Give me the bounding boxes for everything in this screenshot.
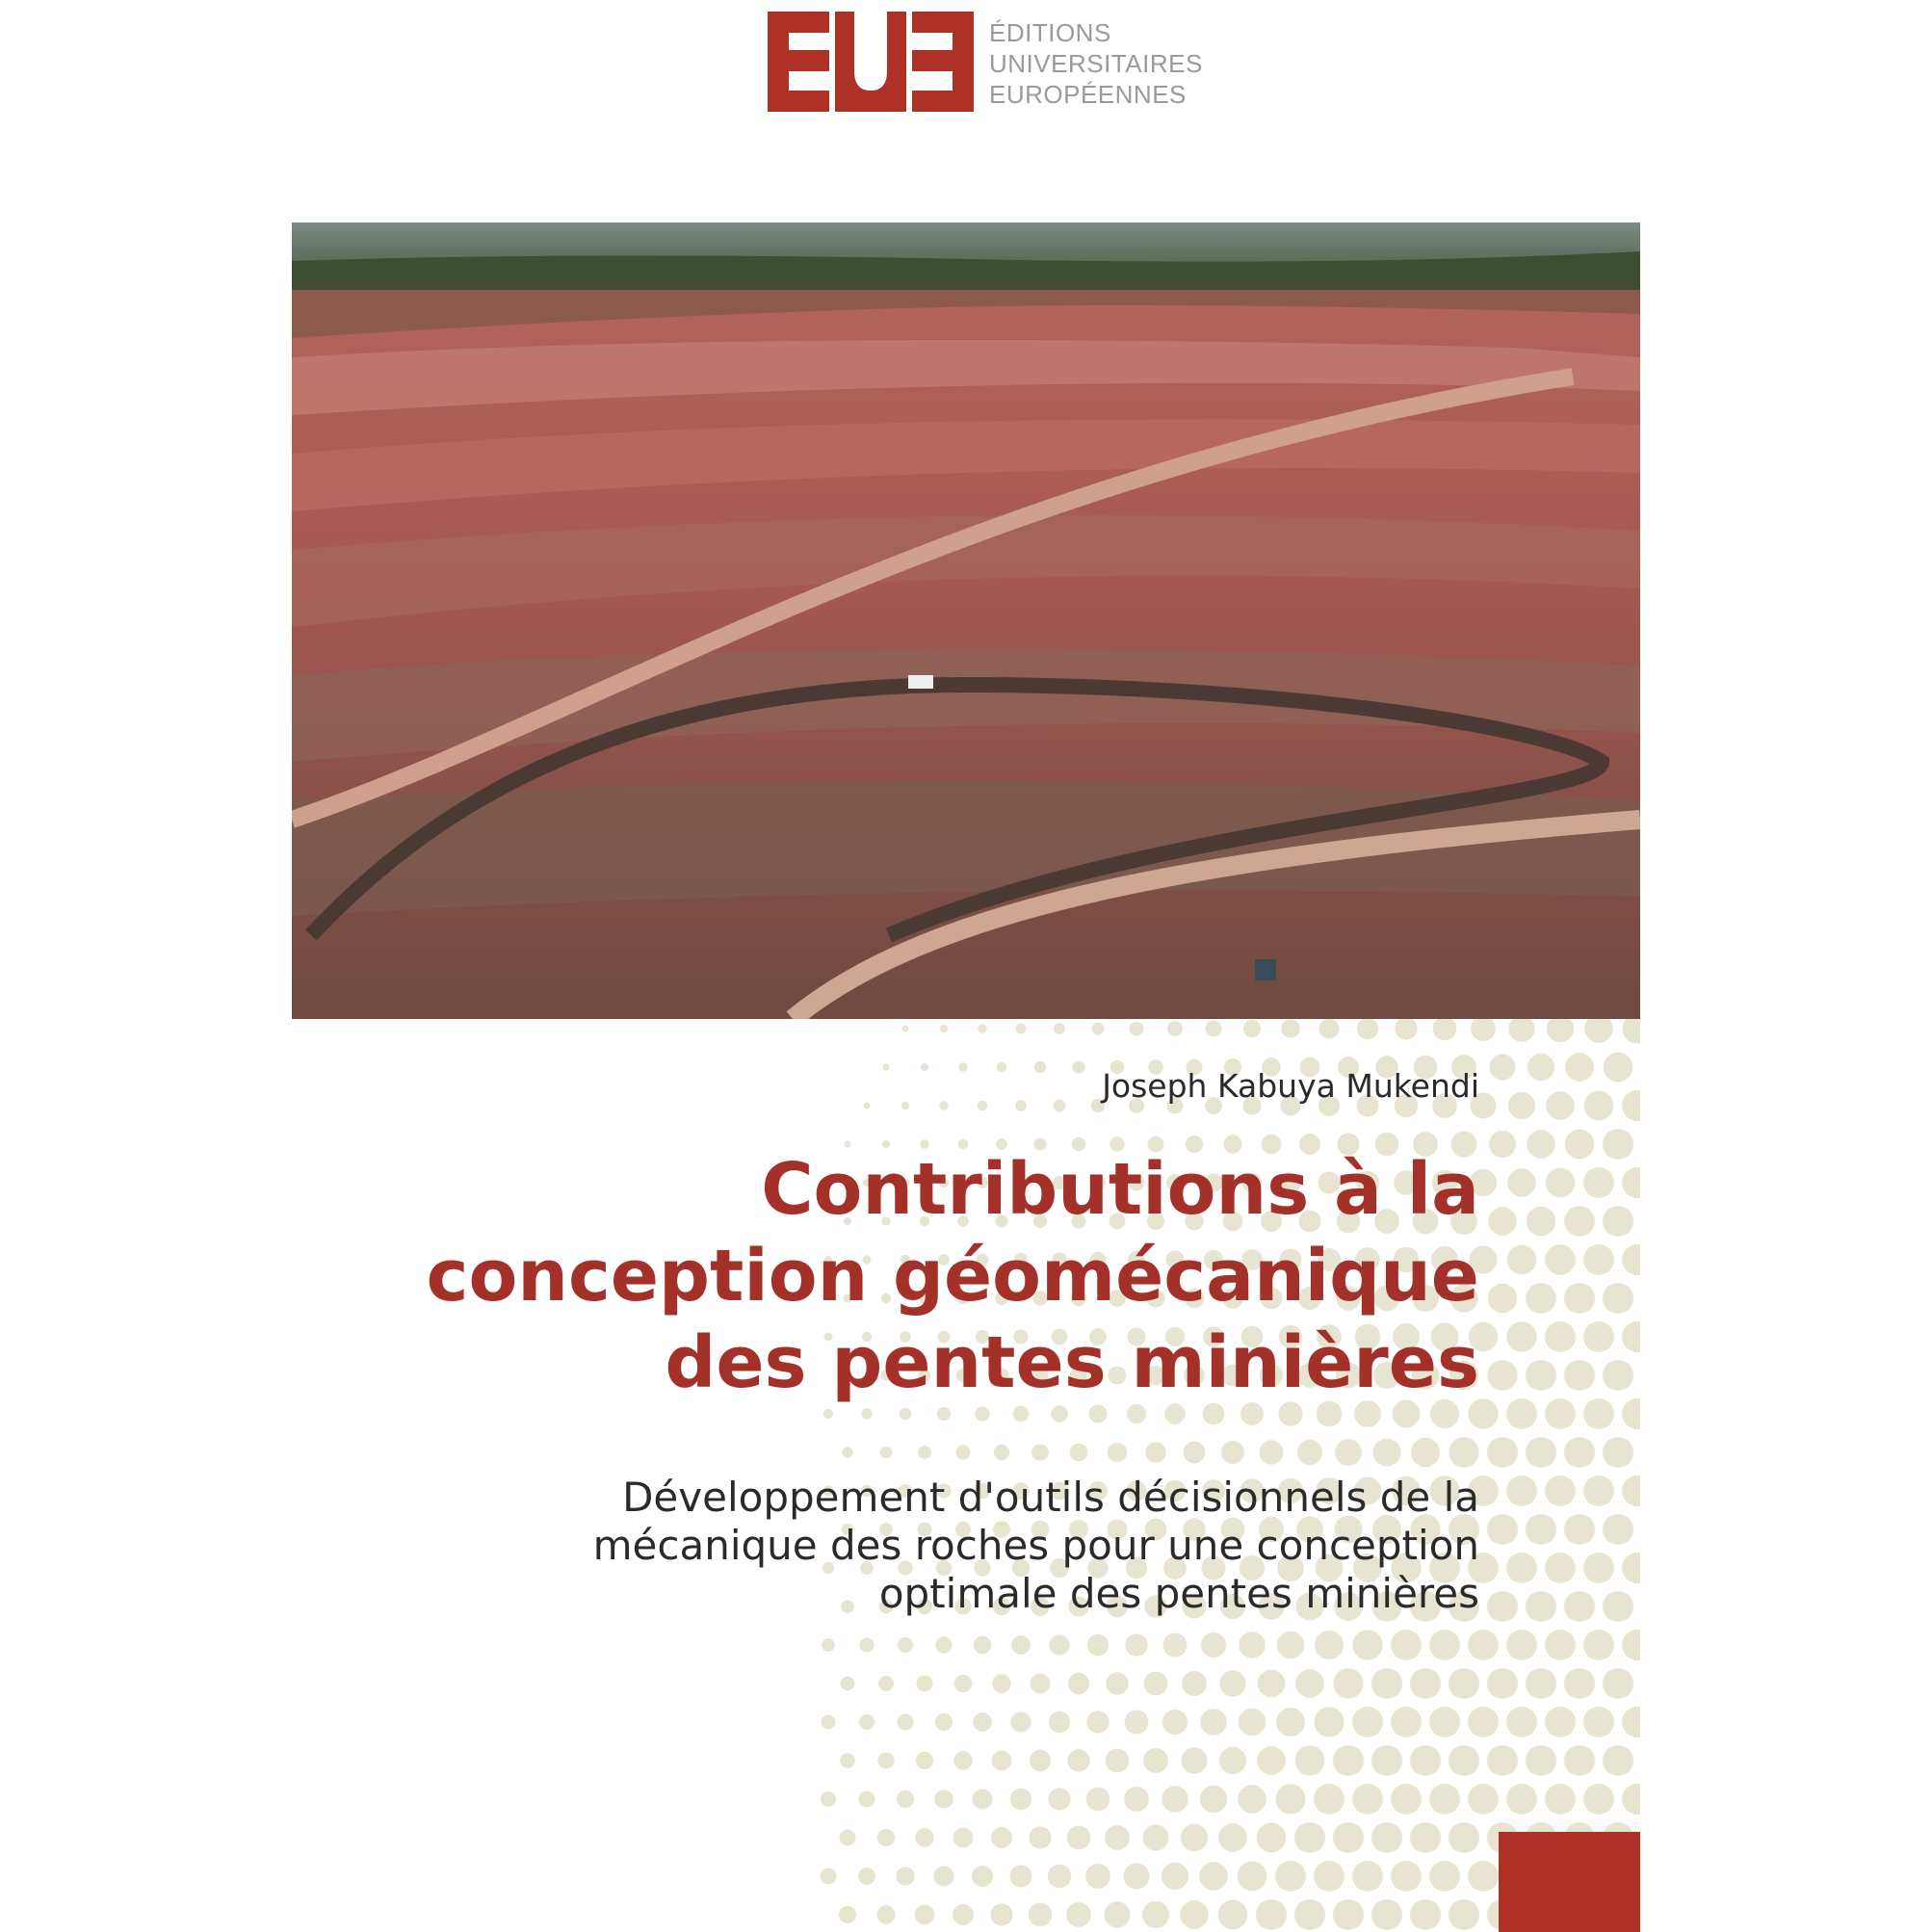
pattern-dot	[1546, 1168, 1576, 1198]
pattern-dot	[1314, 1784, 1345, 1815]
pattern-dot	[900, 1408, 912, 1421]
pattern-dot	[1124, 1787, 1149, 1812]
pattern-dot	[1184, 1442, 1206, 1464]
pattern-dot	[1124, 1864, 1150, 1890]
pattern-dot	[1565, 1130, 1595, 1160]
pattern-dot	[935, 1713, 953, 1731]
pattern-dot	[1106, 1749, 1130, 1773]
pattern-dot	[1545, 1321, 1576, 1352]
pattern-dot	[973, 1789, 993, 1810]
pattern-dot	[916, 1752, 933, 1769]
pattern-dot	[1106, 1672, 1129, 1695]
pattern-dot	[1295, 1669, 1324, 1698]
pattern-dot	[1352, 1784, 1383, 1815]
pattern-dot	[1371, 1745, 1402, 1776]
pattern-dot	[1526, 1437, 1556, 1468]
pattern-dot	[1281, 1019, 1300, 1038]
pattern-dot	[1564, 1360, 1595, 1391]
pattern-dot	[1507, 1168, 1535, 1196]
pattern-dot	[860, 1638, 875, 1653]
pattern-dot	[940, 1025, 948, 1032]
pattern-dot	[1564, 1745, 1595, 1776]
subtitle-line-2: mécanique des roches pour une conception	[592, 1522, 1479, 1569]
pattern-dot	[842, 1447, 852, 1457]
pattern-dot	[821, 1868, 837, 1885]
pattern-dot	[1583, 1553, 1614, 1583]
book-subtitle	[405, 1474, 1479, 1618]
pattern-dot	[1200, 1709, 1226, 1735]
pattern-dot	[1294, 1899, 1325, 1930]
pattern-dot	[935, 1636, 952, 1653]
pattern-dot	[1276, 1785, 1306, 1815]
eue-logo-mark	[768, 12, 974, 112]
pattern-dot	[1182, 1671, 1207, 1696]
pattern-dot	[1429, 1784, 1460, 1815]
pattern-dot	[1319, 1019, 1340, 1038]
pattern-dot	[1545, 1398, 1576, 1429]
pattern-dot	[1218, 1900, 1248, 1930]
pattern-dot	[897, 1713, 913, 1730]
pattern-dot	[1429, 1707, 1460, 1737]
pattern-dot	[1011, 1635, 1031, 1655]
pattern-dot	[1489, 1131, 1516, 1158]
pattern-dot	[823, 1409, 833, 1419]
pattern-dot	[1468, 1707, 1499, 1737]
pattern-dot	[939, 1101, 948, 1110]
pattern-dot	[1314, 1861, 1345, 1892]
pattern-dot	[953, 1828, 974, 1848]
pattern-dot	[1583, 1398, 1614, 1429]
pattern-dot	[1564, 1514, 1595, 1545]
publisher-line-1: ÉDITIONS	[989, 18, 1111, 47]
pattern-dot	[1086, 1710, 1109, 1733]
pattern-dot	[821, 1791, 836, 1807]
pattern-dot	[1125, 1710, 1149, 1735]
pattern-dot	[1277, 1632, 1305, 1659]
pattern-dot	[1108, 1443, 1127, 1462]
pattern-dot	[1527, 1207, 1556, 1237]
pattern-dot	[1391, 1630, 1422, 1660]
pattern-dot	[1391, 1707, 1422, 1737]
pattern-dot	[822, 1715, 836, 1730]
pattern-dot	[1603, 1283, 1633, 1314]
pattern-dot	[1564, 1437, 1595, 1468]
pattern-dot	[1622, 1167, 1640, 1198]
pattern-dot	[1622, 1630, 1640, 1660]
pattern-dot	[1468, 1630, 1499, 1660]
pattern-dot	[1487, 1745, 1518, 1776]
pattern-dot	[1352, 1707, 1383, 1737]
pattern-dot	[1130, 1022, 1144, 1036]
pattern-dot	[1565, 1053, 1594, 1082]
pattern-dot	[1067, 1749, 1089, 1771]
pattern-dot	[1490, 1055, 1516, 1081]
pattern-dot	[1162, 1786, 1188, 1812]
pattern-dot	[1506, 1321, 1537, 1352]
pattern-dot	[1221, 1441, 1244, 1464]
pattern-dot	[1200, 1786, 1227, 1813]
pattern-dot	[1029, 1826, 1051, 1848]
pattern-dot	[1013, 1406, 1029, 1422]
pattern-dot	[1089, 1405, 1108, 1423]
pattern-dot	[841, 1677, 855, 1691]
pattern-dot	[1449, 1437, 1478, 1467]
pattern-dot	[1583, 1707, 1614, 1737]
pattern-dot	[1604, 1053, 1633, 1083]
pattern-dot	[1086, 1788, 1110, 1812]
pattern-dot	[1622, 1321, 1640, 1352]
pattern-dot	[1239, 1632, 1265, 1658]
pattern-dot	[1526, 1514, 1556, 1545]
pattern-dot	[878, 1676, 894, 1691]
pattern-dot	[1294, 1822, 1325, 1853]
pattern-dot	[1164, 1403, 1185, 1423]
publisher-logo	[768, 12, 1203, 112]
pattern-dot	[918, 1446, 931, 1459]
pattern-dot	[1029, 1903, 1052, 1926]
pattern-dot	[1258, 1670, 1286, 1698]
pattern-dot	[1030, 1750, 1051, 1771]
pattern-dot	[1429, 1630, 1460, 1660]
pattern-dot	[1622, 1475, 1640, 1506]
pattern-dot	[1603, 1206, 1633, 1237]
pattern-dot	[1471, 1019, 1496, 1041]
pattern-dot	[1488, 1284, 1517, 1313]
pattern-dot	[1206, 1021, 1222, 1037]
pattern-dot	[1545, 1784, 1576, 1815]
pattern-dot	[1010, 1788, 1031, 1810]
pattern-dot	[1449, 1668, 1479, 1699]
pattern-dot	[1622, 1244, 1640, 1275]
pattern-dot	[1391, 1784, 1422, 1815]
pattern-dot	[1508, 1019, 1534, 1042]
pattern-dot	[1583, 1630, 1614, 1660]
pattern-dot	[1201, 1632, 1226, 1658]
pattern-dot	[934, 1867, 954, 1887]
pattern-dot	[901, 1102, 909, 1110]
pattern-dot	[1506, 1707, 1537, 1737]
pattern-dot	[1125, 1633, 1148, 1657]
pattern-dot	[915, 1828, 934, 1847]
pattern-dot	[1371, 1822, 1402, 1853]
pattern-dot	[1333, 1668, 1363, 1698]
author-name: Joseph Kabuya Mukendi	[1102, 1067, 1479, 1105]
pattern-dot	[1545, 1475, 1576, 1506]
open-pit-mine-photo	[292, 222, 1640, 1019]
pattern-dot	[1603, 1668, 1633, 1699]
pattern-dot	[1352, 1861, 1383, 1892]
pattern-dot	[1219, 1747, 1246, 1774]
pattern-dot	[1506, 1475, 1537, 1506]
pattern-dot	[990, 1903, 1012, 1925]
pattern-dot	[992, 1751, 1012, 1771]
pattern-dot	[1506, 1630, 1537, 1660]
pattern-dot	[1315, 1631, 1344, 1659]
pattern-dot	[1297, 1440, 1322, 1465]
pattern-dot	[1218, 1823, 1247, 1852]
pattern-dot	[1395, 1019, 1417, 1040]
pattern-dot	[1583, 1784, 1614, 1815]
pattern-dot	[1622, 1553, 1640, 1583]
pattern-dot	[1564, 1668, 1595, 1699]
title-line-1: Contributions à la	[761, 1148, 1479, 1231]
pattern-dot	[1031, 1674, 1051, 1694]
pattern-dot	[1410, 1899, 1441, 1930]
title-line-3: des pentes minières	[665, 1321, 1479, 1404]
pattern-dot	[1564, 1206, 1595, 1237]
pattern-dot	[1622, 1784, 1640, 1815]
pattern-dot	[883, 1064, 890, 1071]
pattern-dot	[1167, 1021, 1183, 1036]
pattern-dot	[1373, 1439, 1401, 1467]
pattern-dot	[1257, 1823, 1287, 1853]
pattern-dot	[1433, 1019, 1457, 1040]
pattern-dot	[1162, 1710, 1188, 1735]
pattern-dot	[840, 1753, 855, 1768]
pattern-dot	[991, 1827, 1012, 1848]
pattern-dot	[1203, 1403, 1225, 1425]
pattern-dot	[1143, 1748, 1168, 1773]
pattern-dot	[1295, 1746, 1325, 1776]
pattern-dot	[1508, 1092, 1535, 1119]
pattern-dot	[1411, 1438, 1440, 1467]
pattern-dot	[858, 1867, 875, 1885]
pattern-dot	[859, 1791, 875, 1808]
pattern-dot	[876, 1905, 895, 1923]
pattern-dot	[1333, 1822, 1364, 1853]
pattern-dot	[902, 1026, 909, 1032]
pattern-dot	[1449, 1822, 1479, 1853]
pattern-dot	[1449, 1745, 1479, 1776]
pattern-dot	[1622, 1707, 1640, 1737]
pattern-dot	[1276, 1708, 1305, 1736]
pattern-dot	[1049, 1711, 1070, 1733]
pattern-dot	[1487, 1668, 1518, 1699]
pattern-dot	[994, 1445, 1009, 1460]
pattern-dot	[1163, 1633, 1188, 1658]
pattern-dot	[1219, 1670, 1245, 1696]
pattern-dot	[1564, 1591, 1595, 1622]
pattern-dot	[1545, 1707, 1576, 1737]
pattern-dot	[1526, 1591, 1556, 1622]
pattern-dot	[1067, 1826, 1091, 1850]
pattern-dot	[1603, 1514, 1633, 1545]
pattern-dot	[1011, 1712, 1031, 1733]
pattern-dot	[1256, 1899, 1287, 1930]
pattern-dot	[877, 1829, 895, 1846]
pattern-dot	[1016, 1024, 1027, 1034]
pattern-dot	[839, 1906, 856, 1923]
pattern-dot	[1181, 1747, 1207, 1773]
pattern-dot	[992, 1674, 1011, 1693]
pattern-dot	[974, 1636, 992, 1655]
pattern-dot	[1142, 1901, 1169, 1928]
pattern-dot	[1105, 1825, 1130, 1850]
pattern-dot	[1449, 1899, 1479, 1930]
pattern-dot	[1048, 1865, 1071, 1888]
pattern-dot	[1239, 1709, 1266, 1736]
pattern-dot	[916, 1675, 932, 1691]
pattern-dot	[1487, 1360, 1518, 1391]
pattern-dot	[1243, 1020, 1261, 1037]
pattern-dot	[1091, 1022, 1104, 1034]
pattern-dot	[1429, 1861, 1460, 1892]
pattern-dot	[880, 1447, 893, 1459]
publisher-name	[989, 17, 1203, 110]
pattern-dot	[1144, 1672, 1168, 1696]
publisher-line-2: UNIVERSITAIRES	[989, 49, 1203, 78]
pattern-dot	[1371, 1899, 1402, 1930]
pattern-dot	[1583, 1475, 1614, 1506]
pattern-dot	[1238, 1785, 1266, 1814]
pattern-dot	[1584, 1019, 1613, 1043]
pattern-dot	[1105, 1902, 1131, 1928]
corner-accent	[1499, 1832, 1640, 1932]
pattern-dot	[972, 1866, 993, 1887]
pattern-dot	[1545, 1244, 1576, 1275]
pattern-dot	[1259, 1440, 1283, 1464]
pattern-dot	[1507, 1245, 1537, 1275]
pattern-dot	[1526, 1360, 1556, 1391]
pattern-dot	[1468, 1784, 1499, 1815]
pattern-dot	[1085, 1864, 1110, 1889]
subtitle-line-3: optimale des pentes minières	[878, 1570, 1479, 1617]
pattern-dot	[1547, 1019, 1574, 1042]
pattern-dot	[1526, 1745, 1556, 1776]
pattern-dot	[1051, 1405, 1068, 1423]
pattern-dot	[1506, 1784, 1537, 1815]
pattern-dot	[1603, 1360, 1633, 1391]
pattern-dot	[1066, 1902, 1091, 1927]
pattern-dot	[1603, 1745, 1633, 1776]
pattern-dot	[937, 1407, 951, 1421]
pattern-dot	[953, 1751, 973, 1770]
pattern-dot	[1583, 1244, 1614, 1275]
subtitle-line-1: Développement d'outils décisionnels de la	[622, 1474, 1479, 1521]
pattern-dot	[1054, 1023, 1065, 1034]
pattern-dot	[915, 1905, 935, 1925]
pattern-dot	[1603, 1437, 1633, 1468]
pattern-dot	[1275, 1861, 1306, 1892]
pattern-dot	[1622, 1398, 1640, 1429]
pattern-dot	[1546, 1091, 1575, 1120]
pattern-dot	[1333, 1899, 1364, 1930]
pattern-dot	[1584, 1091, 1614, 1121]
pattern-dot	[1180, 1900, 1208, 1928]
pattern-dot	[1623, 1019, 1641, 1044]
pattern-dot	[1526, 1283, 1556, 1314]
pattern-dot	[1335, 1439, 1362, 1466]
pattern-dot	[1087, 1634, 1109, 1656]
pattern-dot	[1127, 1404, 1146, 1423]
pattern-dot	[1622, 1090, 1640, 1121]
pattern-dot	[1410, 1822, 1441, 1853]
pattern-dot	[1410, 1745, 1441, 1776]
pattern-dot	[1545, 1553, 1576, 1583]
pattern-dot	[1391, 1861, 1422, 1892]
pattern-dot	[859, 1714, 875, 1730]
pattern-dot	[1526, 1668, 1556, 1699]
pattern-dot	[1506, 1553, 1537, 1583]
pattern-dot	[1050, 1635, 1070, 1656]
pattern-dot	[1545, 1630, 1576, 1660]
pattern-dot	[1527, 1054, 1554, 1081]
pattern-dot	[1143, 1825, 1169, 1851]
pattern-dot	[1333, 1745, 1364, 1776]
pattern-dot	[1145, 1442, 1165, 1462]
pattern-dot	[1315, 1708, 1345, 1737]
pattern-dot	[1199, 1862, 1228, 1891]
pattern-dot	[1583, 1321, 1614, 1352]
pattern-dot	[896, 1867, 914, 1885]
pattern-dot	[1162, 1863, 1188, 1890]
pattern-dot	[1488, 1207, 1516, 1235]
pattern-dot	[975, 1406, 989, 1421]
pattern-dot	[1603, 1129, 1633, 1160]
pattern-dot	[954, 1675, 973, 1693]
pattern-dot	[1527, 1130, 1554, 1158]
pattern-dot	[864, 1103, 871, 1110]
pattern-dot	[898, 1637, 913, 1653]
pattern-dot	[1371, 1668, 1402, 1699]
pattern-dot	[1257, 1746, 1286, 1775]
book-title	[405, 1146, 1479, 1406]
pattern-dot	[1352, 1630, 1382, 1659]
pattern-dot	[1048, 1788, 1070, 1810]
pattern-dot	[861, 1408, 872, 1419]
pattern-dot	[1506, 1398, 1537, 1429]
pattern-dot	[978, 1024, 986, 1032]
pattern-dot	[822, 1638, 835, 1652]
pattern-dot	[934, 1789, 953, 1809]
pattern-dot	[973, 1712, 992, 1732]
pattern-dot	[877, 1752, 894, 1768]
pattern-dot	[1487, 1591, 1518, 1622]
pattern-dot	[1070, 1444, 1088, 1462]
pattern-dot	[1068, 1673, 1089, 1694]
publisher-line-3: EUROPÉENNES	[989, 80, 1187, 109]
pattern-dot	[840, 1830, 856, 1846]
pattern-dot	[1009, 1865, 1031, 1887]
pattern-dot	[921, 1063, 928, 1071]
pattern-dot	[1603, 1591, 1633, 1622]
pattern-dot	[1181, 1824, 1208, 1851]
pattern-dot	[1564, 1283, 1595, 1314]
pattern-dot	[1583, 1167, 1614, 1198]
pattern-dot	[955, 1445, 970, 1459]
pattern-dot	[1468, 1861, 1499, 1892]
pattern-dot	[1357, 1019, 1378, 1039]
pattern-dot	[1238, 1862, 1267, 1892]
pattern-dot	[953, 1904, 974, 1925]
pattern-dot	[897, 1790, 914, 1808]
pattern-dot	[1031, 1444, 1049, 1461]
pattern-dot	[1487, 1514, 1518, 1545]
title-line-2: conception géomécanique	[426, 1235, 1479, 1318]
pattern-dot	[1410, 1668, 1441, 1699]
pattern-dot	[1487, 1437, 1518, 1468]
